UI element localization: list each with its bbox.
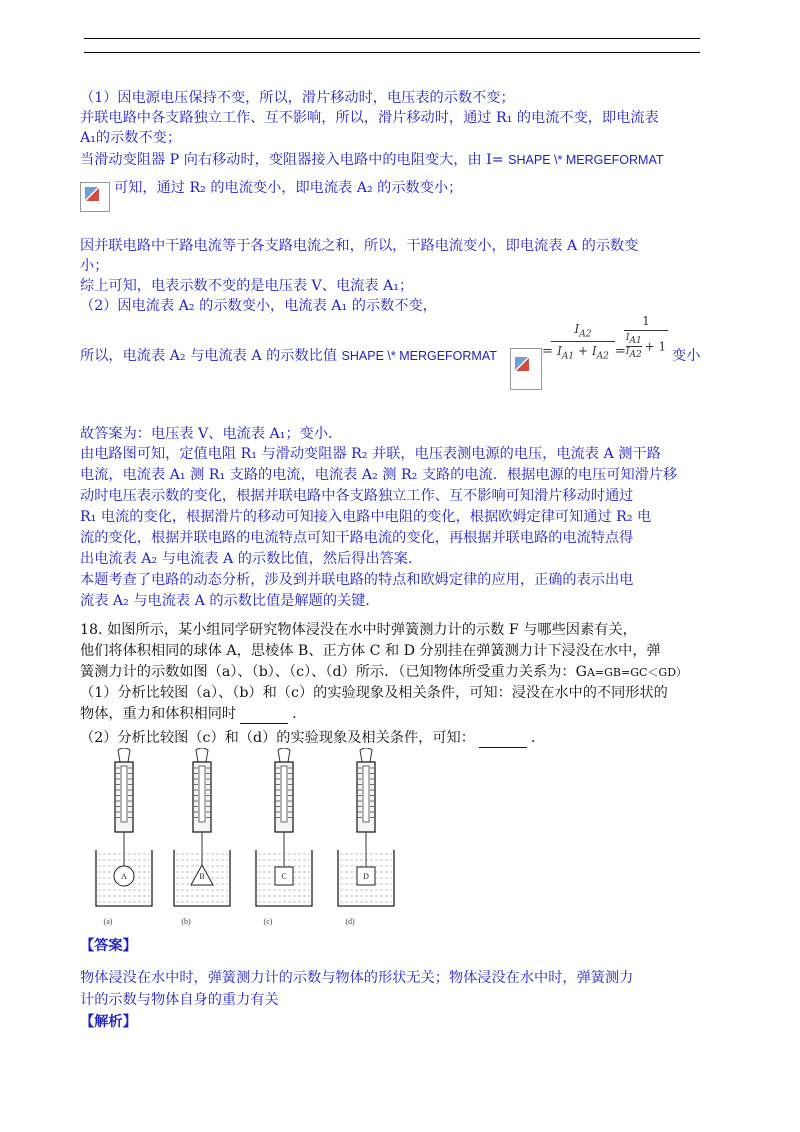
figure-label: (c) xyxy=(263,917,273,926)
setup-(a) xyxy=(96,748,152,926)
text-line: 流的变化，根据并联电路的电流特点可知干路电流的变化，再根据并联电路的电流特点得 xyxy=(80,530,634,546)
spring-scale-figure xyxy=(84,748,404,930)
answer-blank[interactable] xyxy=(479,733,527,748)
text-line: 变小 xyxy=(672,348,701,364)
text-span: ． xyxy=(530,730,546,746)
text-line: R₁ 电流的变化，根据滑片的移动可知接入电路中电阻的变化，根据欧姆定律可知通过 R₂ 电 xyxy=(80,509,652,525)
question-line xyxy=(80,728,545,748)
object-label: A xyxy=(121,872,127,881)
answer-heading: 【答案】 xyxy=(80,938,137,954)
fraction-denominator: $\frac{I_{A1}}{I_{A2}}$ + 1 xyxy=(625,333,667,360)
text-line: 综上可知，电表示数不变的是电压表 V、电流表 A₁； xyxy=(80,278,414,294)
text-line: 故答案为：电压表 V、电流表 A₁；变小． xyxy=(80,426,343,442)
text-line: （1）因电源电压保持不变，所以，滑片移动时，电压表的示数不变； xyxy=(80,90,515,106)
figure-label: (a) xyxy=(103,917,113,926)
text-line: 物体浸没在水中时，弹簧测力计的示数与物体的形状无关；物体浸没在水中时，弹簧测力 xyxy=(80,970,634,986)
broken-image-icon xyxy=(510,348,542,390)
fraction-1 xyxy=(551,322,615,362)
question-line xyxy=(80,704,306,724)
hand-icon xyxy=(196,748,208,762)
setup-(c) xyxy=(256,748,312,926)
spring-scale-slot xyxy=(363,766,369,822)
question-line: 他们将体积相同的球体 A，思棱体 B、正方体 C 和 D 分别挂在弹簧测力计下浸没在水中，弹 xyxy=(80,643,661,659)
text-line: （2）因电流表 A₂ 的示数变小，电流表 A₁ 的示数不变， xyxy=(80,298,437,314)
figure-label: (b) xyxy=(181,917,191,926)
fraction-2 xyxy=(624,314,668,360)
analysis-heading: 【解析】 xyxy=(80,1014,137,1030)
text-line: 本题考查了电路的动态分析，涉及到并联电路的特点和欧姆定律的应用，正确的表示出电 xyxy=(80,572,634,588)
equals-sign: = xyxy=(542,344,553,359)
text-line: 并联电路中各支路独立工作、互不影响，所以，滑片移动时，通过 R₁ 的电流不变，即电流表 xyxy=(80,110,659,126)
object-label: B xyxy=(199,872,205,881)
hand-icon xyxy=(278,748,290,762)
broken-image-icon xyxy=(80,182,110,212)
text-line: 可知，通过 R₂ 的电流变小，即电流表 A₂ 的示数变小； xyxy=(114,180,463,196)
question-line: 18. 如图所示，某小组同学研究物体浸没在水中时弹簧测力计的示数 F 与哪些因素有关， xyxy=(80,622,637,638)
text-span: 当滑动变阻器 P 向右移动时，变阻器接入电路中的电阻变大，由 I= xyxy=(80,152,509,168)
spring-scale-slot xyxy=(281,766,287,822)
gravity-relation: A=GB=GC＜GD） xyxy=(586,666,688,679)
setup-(b) xyxy=(174,748,230,926)
hand-icon xyxy=(118,748,130,762)
text-line: 流表 A₂ 与电流表 A 的示数比值是解题的关键． xyxy=(80,593,380,609)
header-rule-bottom xyxy=(84,52,700,53)
text-line: 出电流表 A₂ 与电流表 A 的示数比值，然后得出答案． xyxy=(80,551,423,567)
equals-sign: = xyxy=(615,344,626,359)
object-label: C xyxy=(281,872,287,881)
spring-scale-slot xyxy=(199,766,205,822)
header-rule-top xyxy=(84,38,700,39)
fraction-denominator: $I_{A1} + I_{A2}$ xyxy=(557,344,609,362)
text-span: （2）分析比较图（c）和（d）的实验现象及相关条件，可知： xyxy=(80,730,475,746)
text-line: 因并联电路中干路电流等于各支路电流之和，所以，干路电流变小，即电流表 A 的示数变 xyxy=(80,238,639,254)
setup-(d) xyxy=(338,748,394,926)
text-line: 小； xyxy=(80,258,109,274)
answer-blank[interactable] xyxy=(240,709,288,724)
fraction-bar xyxy=(624,330,668,331)
text-line xyxy=(80,150,664,170)
fraction-numerator: 1 xyxy=(642,314,650,328)
text-span: ． xyxy=(292,706,307,722)
text-span: 簧测力计的示数如图（a）、（b）、（c）、（d）所示．（已知物体所受重力关系为：G xyxy=(80,664,587,680)
text-line: 电流，电流表 A₁ 测 R₁ 支路的电流，电流表 A₂ 测 R₂ 支路的电流．根据电源的电压可知滑片移 xyxy=(80,467,678,483)
fraction-bar xyxy=(551,341,615,342)
mergeformat-field: SHAPE \* MERGEFORMAT xyxy=(341,349,497,363)
text-span: 所以，电流表 A₂ 与电流表 A 的示数比值 xyxy=(80,348,342,364)
text-line: 由电路图可知，定值电阻 R₁ 与滑动变阻器 R₂ 并联，电压表测电源的电压，电流表 A 测干路 xyxy=(80,446,661,462)
text-line: 计的示数与物体自身的重力有关 xyxy=(80,992,279,1008)
text-line xyxy=(80,346,497,366)
text-span: 物体，重力和体积相同时 xyxy=(80,706,237,722)
question-line xyxy=(80,662,687,683)
figure-label: (d) xyxy=(345,917,355,926)
text-line: 动时电压表示数的变化，根据并联电路中各支路独立工作、互不影响可知滑片移动时通过 xyxy=(80,488,634,504)
text-line: A₁的示数不变； xyxy=(80,130,182,146)
question-line: （1）分析比较图（a）、（b）和（c）的实验现象及相关条件，可知：浸没在水中的不同形状的 xyxy=(80,685,668,701)
object-label: D xyxy=(363,872,369,881)
hand-icon xyxy=(360,748,372,762)
fraction-numerator: $I_{A2}$ xyxy=(574,322,592,340)
mergeformat-field: SHAPE \* MERGEFORMAT xyxy=(508,153,664,167)
spring-scale-slot xyxy=(121,766,127,822)
